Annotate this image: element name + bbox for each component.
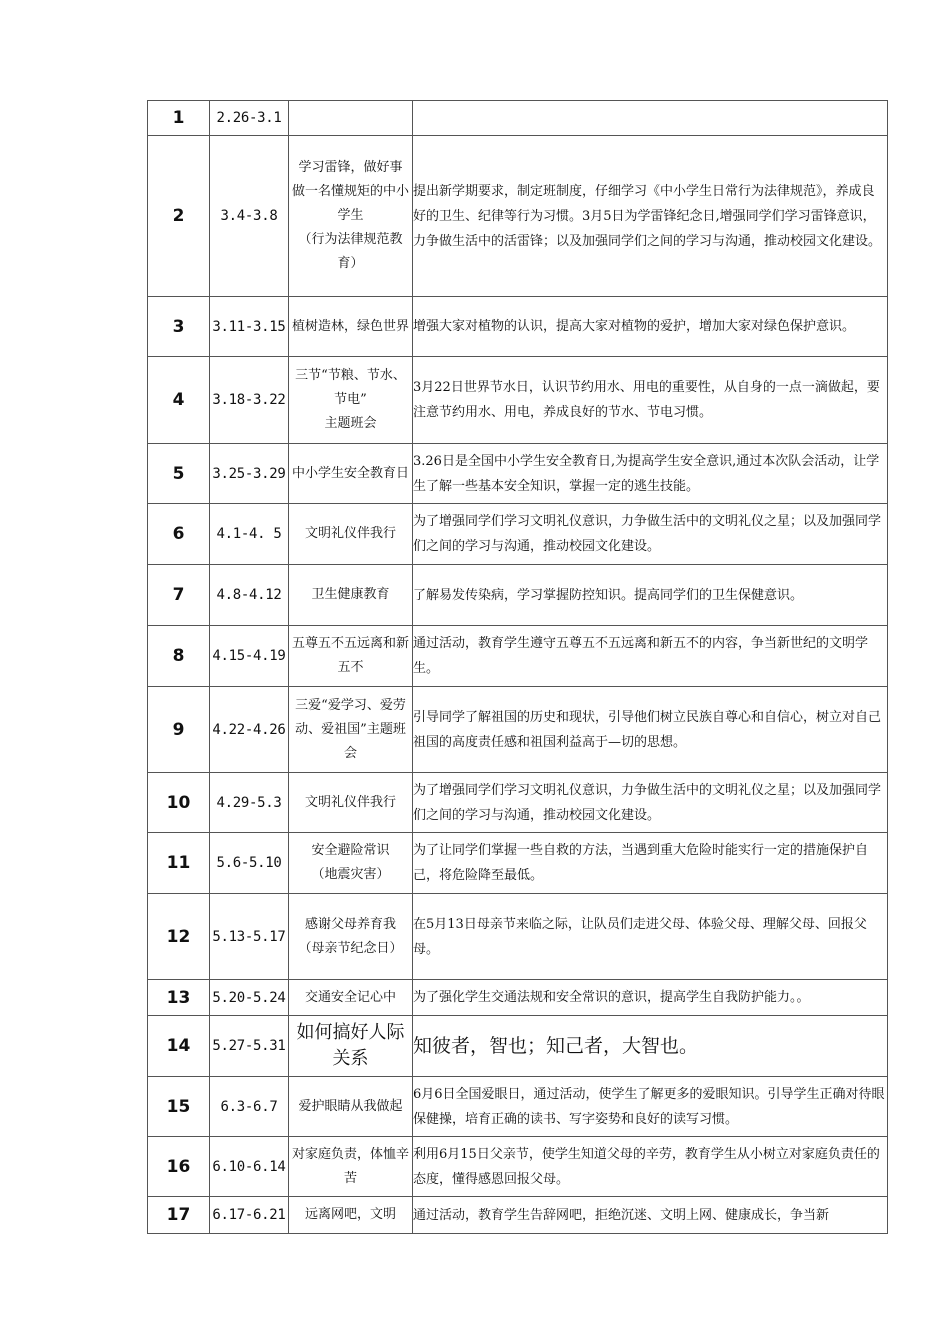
week-dates: 5.6-5.10: [210, 833, 289, 894]
theme-topic: 卫生健康教育: [289, 565, 413, 626]
week-number: 10: [148, 773, 210, 833]
activity-content: 通过活动，教育学生遵守五尊五不五远离和新五不的内容，争当新世纪的文明学生。: [413, 626, 888, 687]
week-dates: 4.15-4.19: [210, 626, 289, 687]
table-row: [148, 101, 888, 136]
week-number: 16: [148, 1137, 210, 1197]
theme-topic: 如何搞好人际关系: [289, 1016, 413, 1077]
activity-content: 3月22日世界节水日，认识节约用水、用电的重要性，从自身的一点一滴做起，要注意节约用水、用电，养成良好的节水、节电习惯。: [413, 357, 888, 444]
activity-content: 引导同学了解祖国的历史和现状，引导他们树立民族自尊心和自信心，树立对自己祖国的高度责任感和祖国利益高于—切的思想。: [413, 687, 888, 773]
activity-content: 通过活动，教育学生告辞网吧，拒绝沉迷、文明上网、健康成长，争当新: [413, 1197, 888, 1234]
activity-content: 3.26日是全国中小学生安全教育日,为提高学生安全意识,通过本次队会活动，让学生了解一些基本安全知识，掌握一定的逃生技能。: [413, 444, 888, 504]
week-number: 13: [148, 980, 210, 1016]
table-row: [148, 980, 888, 1016]
theme-topic: 植树造林，绿色世界: [289, 297, 413, 357]
week-number: 1: [148, 101, 210, 136]
table-row: [148, 1137, 888, 1197]
week-dates: 4.22-4.26: [210, 687, 289, 773]
activity-content: 为了增强同学们学习文明礼仪意识，力争做生活中的文明礼仪之星；以及加强同学们之间的学习与沟通，推动校园文化建设。: [413, 773, 888, 833]
table-row: [148, 1197, 888, 1234]
activity-content: 在5月13日母亲节来临之际，让队员们走进父母、体验父母、理解父母、回报父母。: [413, 894, 888, 980]
week-number: 5: [148, 444, 210, 504]
week-dates: 3.25-3.29: [210, 444, 289, 504]
theme-topic: 文明礼仪伴我行: [289, 773, 413, 833]
schedule-table: [147, 100, 888, 1234]
theme-topic: [289, 101, 413, 136]
week-dates: 6.17-6.21: [210, 1197, 289, 1234]
week-dates: 3.18-3.22: [210, 357, 289, 444]
week-dates: 6.10-6.14: [210, 1137, 289, 1197]
week-dates: 5.13-5.17: [210, 894, 289, 980]
activity-content: 为了让同学们掌握一些自救的方法，当遇到重大危险时能实行一定的措施保护自己，将危险降至最低。: [413, 833, 888, 894]
theme-topic: 三爱“爱学习、爱劳动、爱祖国”主题班会: [289, 687, 413, 773]
table-row: [148, 504, 888, 565]
week-number: 6: [148, 504, 210, 565]
theme-topic: 学习雷锋，做好事 做一名懂规矩的中小学生 （行为法律规范教育）: [289, 136, 413, 297]
theme-topic: 中小学生安全教育日: [289, 444, 413, 504]
theme-topic: 三节“节粮、节水、节电” 主题班会: [289, 357, 413, 444]
activity-content: 利用6月15日父亲节，使学生知道父母的辛劳，教育学生从小树立对家庭负责任的态度，懂得感恩回报父母。: [413, 1137, 888, 1197]
week-number: 3: [148, 297, 210, 357]
week-number: 7: [148, 565, 210, 626]
table-row: [148, 1016, 888, 1077]
week-number: 2: [148, 136, 210, 297]
week-number: 8: [148, 626, 210, 687]
week-number: 12: [148, 894, 210, 980]
week-number: 9: [148, 687, 210, 773]
theme-topic: 对家庭负责，体恤辛苦: [289, 1137, 413, 1197]
table-row: [148, 894, 888, 980]
theme-topic: 安全避险常识 （地震灾害）: [289, 833, 413, 894]
table-row: [148, 565, 888, 626]
table-row: [148, 773, 888, 833]
activity-content: 提出新学期要求，制定班制度，仔细学习《中小学生日常行为法律规范》，养成良好的卫生、纪律等行为习惯。3月5日为学雷锋纪念日,增强同学们学习雷锋意识，力争做生活中的活雷锋；以及加强同学们之间的学习与沟通，推动校园文化建设。: [413, 136, 888, 297]
week-dates: 4.8-4.12: [210, 565, 289, 626]
activity-content: 6月6日全国爱眼日，通过活动，使学生了解更多的爱眼知识。引导学生正确对待眼保健操，培育正确的读书、写字姿势和良好的读写习惯。: [413, 1077, 888, 1137]
activity-content: [413, 101, 888, 136]
week-number: 4: [148, 357, 210, 444]
week-number: 11: [148, 833, 210, 894]
theme-topic: 五尊五不五远离和新五不: [289, 626, 413, 687]
table-row: [148, 297, 888, 357]
table-row: [148, 444, 888, 504]
theme-topic: 爱护眼睛从我做起: [289, 1077, 413, 1137]
table-row: [148, 687, 888, 773]
activity-content: 为了增强同学们学习文明礼仪意识，力争做生活中的文明礼仪之星；以及加强同学们之间的学习与沟通，推动校园文化建设。: [413, 504, 888, 565]
table-row: [148, 1077, 888, 1137]
table-row: [148, 626, 888, 687]
schedule-body: [148, 101, 888, 1234]
theme-topic: 感谢父母养育我 （母亲节纪念日）: [289, 894, 413, 980]
activity-content: 增强大家对植物的认识，提高大家对植物的爱护，增加大家对绿色保护意识。: [413, 297, 888, 357]
table-row: [148, 357, 888, 444]
week-dates: 6.3-6.7: [210, 1077, 289, 1137]
week-dates: 5.27-5.31: [210, 1016, 289, 1077]
theme-topic: 远离网吧，文明: [289, 1197, 413, 1234]
week-dates: 4.1-4. 5: [210, 504, 289, 565]
theme-topic: 交通安全记心中: [289, 980, 413, 1016]
table-row: [148, 136, 888, 297]
activity-content: 为了强化学生交通法规和安全常识的意识，提高学生自我防护能力。。: [413, 980, 888, 1016]
week-dates: 2.26-3.1: [210, 101, 289, 136]
activity-content: 了解易发传染病，学习掌握防控知识。提高同学们的卫生保健意识。: [413, 565, 888, 626]
theme-topic: 文明礼仪伴我行: [289, 504, 413, 565]
week-number: 14: [148, 1016, 210, 1077]
week-dates: 3.11-3.15: [210, 297, 289, 357]
table-row: [148, 833, 888, 894]
week-dates: 5.20-5.24: [210, 980, 289, 1016]
week-number: 17: [148, 1197, 210, 1234]
week-dates: 3.4-3.8: [210, 136, 289, 297]
week-number: 15: [148, 1077, 210, 1137]
activity-content: 知彼者，智也；知己者，大智也。: [413, 1016, 888, 1077]
week-dates: 4.29-5.3: [210, 773, 289, 833]
